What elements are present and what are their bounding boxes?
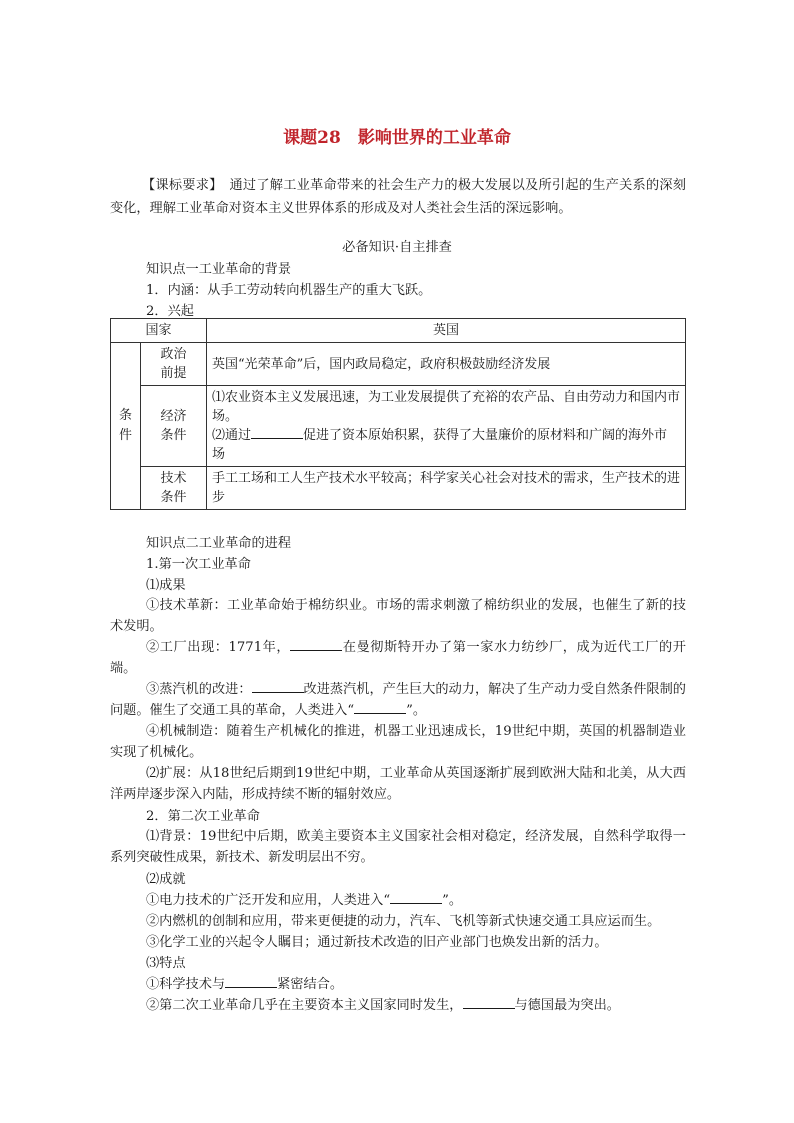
requirement-label: 【课标要求】 (142, 178, 217, 193)
second-feature-1: ①科学技术与 紧密结合。 (146, 977, 344, 992)
second-achievements-heading: ⑵成就 (146, 872, 186, 887)
fill-blank[interactable] (390, 891, 442, 904)
kp1-heading: 知识点一工业革命的背景 (146, 262, 292, 277)
row-label-economic: 经济条件 (141, 386, 207, 467)
requirement-text: 通过了解工业革命带来的社会生产力的极大发展以及所引起的生产关系的深刻变化，理解工业革命对资本主义世界体系的形成及对人类社会生活的深远影响。 (110, 178, 686, 216)
second-background: ⑴背景：19世纪中后期，欧美主要资本主义国家社会相对稳定，经济发展，自然科学取得一系列突破性成果，新技术、新发明层出不穷。 (110, 829, 686, 865)
first-expansion: ⑵扩展：从18世纪后期到19世纪中期，工业革命从英国逐渐扩展到欧洲大陆和北美，从大西洋两岸逐步深入内陆，形成持续不断的辐射效应。 (110, 766, 686, 802)
economic-point-1: ⑴农业资本主义发展迅速，为工业发展提供了充裕的农产品、自由劳动力和国内市场。 (212, 390, 681, 424)
row-content-technical: 手工工场和工人生产技术水平较高；科学家关心社会对技术的需求，生产技术的进步 (207, 467, 686, 510)
header-britain: 英国 (207, 319, 686, 343)
second-achievement-2: ②内燃机的创制和应用，带来更便捷的动力，汽车、飞机等新式快速交通工具应运而生。 (146, 914, 661, 929)
table-row (111, 386, 686, 467)
kp2-heading: 知识点二工业革命的进程 (146, 536, 292, 551)
curriculum-requirement (110, 174, 686, 220)
fill-blank[interactable] (251, 426, 303, 439)
fill-blank[interactable] (354, 701, 406, 714)
second-achievement-3: ③化学工业的兴起令人瞩目；通过新技术改造的旧产业部门也焕发出新的活力。 (146, 935, 608, 950)
second-feature-2: ②第二次工业革命几乎在主要资本主义国家同时发生， 与德国最为突出。 (146, 998, 620, 1013)
kp1-item-2: 2．兴起 (146, 304, 194, 319)
second-revolution-heading: 2．第二次工业革命 (146, 809, 260, 824)
first-point-4: ④机械制造：随着生产机械化的推进，机器工业迅速成长，19世纪中期，英国的机器制造业实现了机械化。 (110, 724, 686, 760)
first-point-3: ③蒸汽机的改进： 改进蒸汽机，产生巨大的动力，解决了生产动力受自然条件限制的问题。催生了交通工具的革命，人类进入“ ”。 (110, 682, 686, 718)
section-title: 必备知识·自主排查 (342, 240, 452, 255)
table-header-row (111, 319, 686, 343)
fill-blank[interactable] (252, 680, 304, 693)
first-point-1: ①技术革新：工业革命始于棉纺织业。市场的需求刺激了棉纺织业的发展，也催生了新的技术发明。 (110, 598, 686, 634)
row-label-political: 政治前提 (141, 343, 207, 386)
row-content-economic (207, 386, 686, 467)
row-label-technical: 技术条件 (141, 467, 207, 510)
first-achievements-heading: ⑴成果 (146, 578, 186, 593)
table-row (111, 467, 686, 510)
first-point-2: ②工厂出现：1771年， 在曼彻斯特开办了第一家水力纺纱厂，成为近代工厂的开端。 (110, 640, 686, 676)
header-country: 国家 (111, 319, 207, 343)
kp1-item-1: 1．内涵：从手工劳动转向机器生产的重大飞跃。 (146, 283, 432, 298)
second-features-heading: ⑶特点 (146, 956, 186, 971)
first-revolution-heading: 1.第一次工业革命 (146, 557, 251, 572)
condition-label: 条件 (111, 343, 141, 510)
background-table (110, 318, 686, 510)
economic-point-2: ⑵通过 促进了资本原始积累，获得了大量廉价的原材料和广阔的海外市场 (212, 428, 668, 462)
fill-blank[interactable] (463, 996, 515, 1009)
page-title: 课题28 影响世界的工业革命 (283, 128, 511, 148)
table-row (111, 343, 686, 386)
second-achievement-1: ①电力技术的广泛开发和应用，人类进入“ ”。 (146, 893, 463, 908)
fill-blank[interactable] (225, 975, 277, 988)
fill-blank[interactable] (290, 638, 342, 651)
row-content-political: 英国“光荣革命”后，国内政局稳定，政府积极鼓励经济发展 (207, 343, 686, 386)
